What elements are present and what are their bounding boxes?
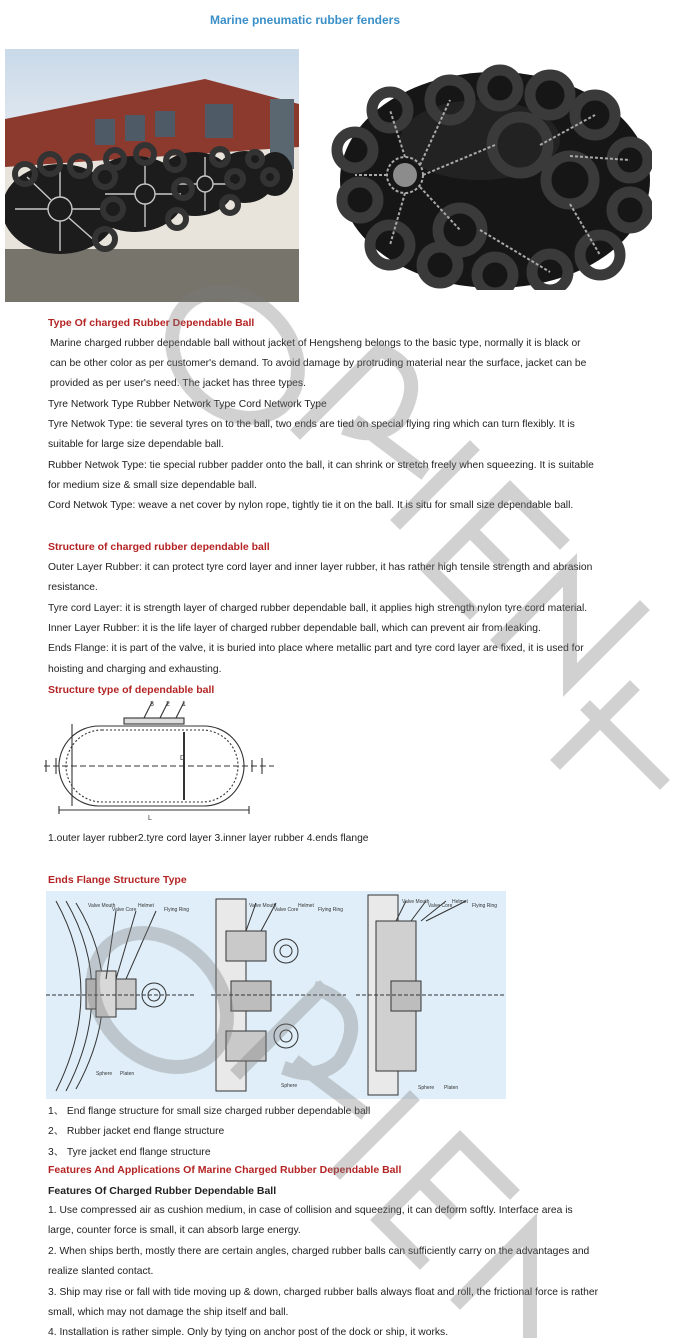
features-text-line: realize slanted contact. [48,1266,154,1277]
structure-text-line: Ends Flange: it is part of the valve, it is buried into place where metallic part and tyre cord layer are fixed, it is used for [48,643,584,654]
flange3-valve-mouth: Valve Mouth [402,899,430,905]
fenders-warehouse-photo [5,49,299,302]
features-text-line: large, counter force is small, it can absorb large energy. [48,1225,301,1236]
structure-heading: Structure of charged rubber dependable ball [48,541,270,553]
flange1-flying-ring: Flying Ring [164,907,190,913]
type-heading: Type Of charged Rubber Dependable Ball [48,317,255,329]
features-text-line: 3. Ship may rise or fall with tide moving up & down, charged rubber balls always float and roll, the frictional force is rather [48,1287,599,1298]
flange2-flying-ring: Flying Ring [318,907,344,913]
features-text-line: 4. Installation is rather simple. Only by tying on anchor post of the dock or ship, it works. [48,1327,449,1338]
flange1-valve-mouth: Valve Mouth [88,903,116,909]
flange1-helmet: Helmet [138,903,154,909]
diagram-label-2: 2 [166,701,170,708]
type-text-line: suitable for large size dependable ball. [48,439,224,450]
flange3-helmet: Helmet [452,899,468,905]
type-text-line: Rubber Netwok Type: tie special rubber padder onto the ball, it can shrink or stretch freely when squeezing. It is suitable [48,460,594,471]
diagram-label-d: D [180,755,186,762]
flange2-helmet: Helmet [298,903,314,909]
flange3-valve-core: Valve Core [428,903,453,909]
features-text-line: 2. When ships berth, mostly there are certain angles, charged rubber balls can sufficiently carry on the advantages and [48,1246,590,1257]
dependable-ball-structure-diagram [44,698,274,822]
structure-text-line: resistance. [48,582,98,593]
features-text-line: small, which may not damage the ship itself and ball. [48,1307,289,1318]
type-text-line: Tyre Network Type Rubber Network Type Cord Network Type [48,399,327,410]
type-text-line: provided as per user's need. The jacket has three types. [50,378,306,389]
flange3-platen: Platen [444,1085,459,1091]
type-text-line: for medium size & small size dependable ball. [48,480,257,491]
flange1-platen: Platen [120,1071,135,1077]
diagram-label-1: 1 [182,701,186,708]
structure-text-line: hoisting and charging and exhausting. [48,664,222,675]
flange1-sphere: Sphere [96,1071,113,1077]
type-text-line: Cord Netwok Type: weave a net cover by nylon rope, tightly tie it on the ball. It is situ for small size dependable ball. [48,500,574,511]
structure-text-line: Inner Layer Rubber: it is the life layer of charged rubber dependable ball, which can prevent air from leaking. [48,623,541,634]
diagram-label-l: L [148,815,152,822]
flange1-valve-core: Valve Core [112,907,137,913]
flange3-sphere: Sphere [418,1085,435,1091]
type-text-line: Tyre Netwok Type: tie several tyres on to the ball, two ends are tied on special flying ring which can turn flexibly. It is [48,419,575,430]
type-text-line: can be other color as per customer's demand. To avoid damage by protruding material near the surface, jacket can be [50,358,587,369]
structure-text-line: Tyre cord Layer: it is strength layer of charged rubber dependable ball, it applies high strength nylon tyre cord material. [48,603,588,614]
flange-list-item: 1、 End flange structure for small size charged rubber dependable ball [48,1106,371,1117]
structure-caption: 1.outer layer rubber2.tyre cord layer 3.inner layer rubber 4.ends flange [48,833,369,844]
flange-list-item: 3、 Tyre jacket end flange structure [48,1147,211,1158]
type-text-line: Marine charged rubber dependable ball without jacket of Hengsheng belongs to the basic type, normally it is black or [50,338,581,349]
flange3-flying-ring: Flying Ring [472,903,498,909]
flange-list-item: 2、 Rubber jacket end flange structure [48,1126,225,1137]
diagram-label-3: 3 [150,701,154,708]
flange2-sphere: Sphere [281,1083,298,1089]
features-subheading: Features Of Charged Rubber Dependable Ball [48,1185,277,1197]
features-applications-heading: Features And Applications Of Marine Charged Rubber Dependable Ball [48,1164,402,1176]
ends-flange-diagram [46,891,506,1099]
features-text-line: 1. Use compressed air as cushion medium, in case of collision and squeezing, it can deform softly. Interface area is [48,1205,573,1216]
structure-text-line: Outer Layer Rubber: it can protect tyre cord layer and inner layer rubber, it has rather high tensile strength and abrasion [48,562,593,573]
flange2-valve-mouth: Valve Mouth [249,903,277,909]
structure-type-heading: Structure type of dependable ball [48,684,215,696]
page-title: Marine pneumatic rubber fenders [209,13,401,27]
pneumatic-fender-photo [330,60,652,290]
flange2-valve-core: Valve Core [274,907,299,913]
ends-flange-heading: Ends Flange Structure Type [48,874,187,886]
